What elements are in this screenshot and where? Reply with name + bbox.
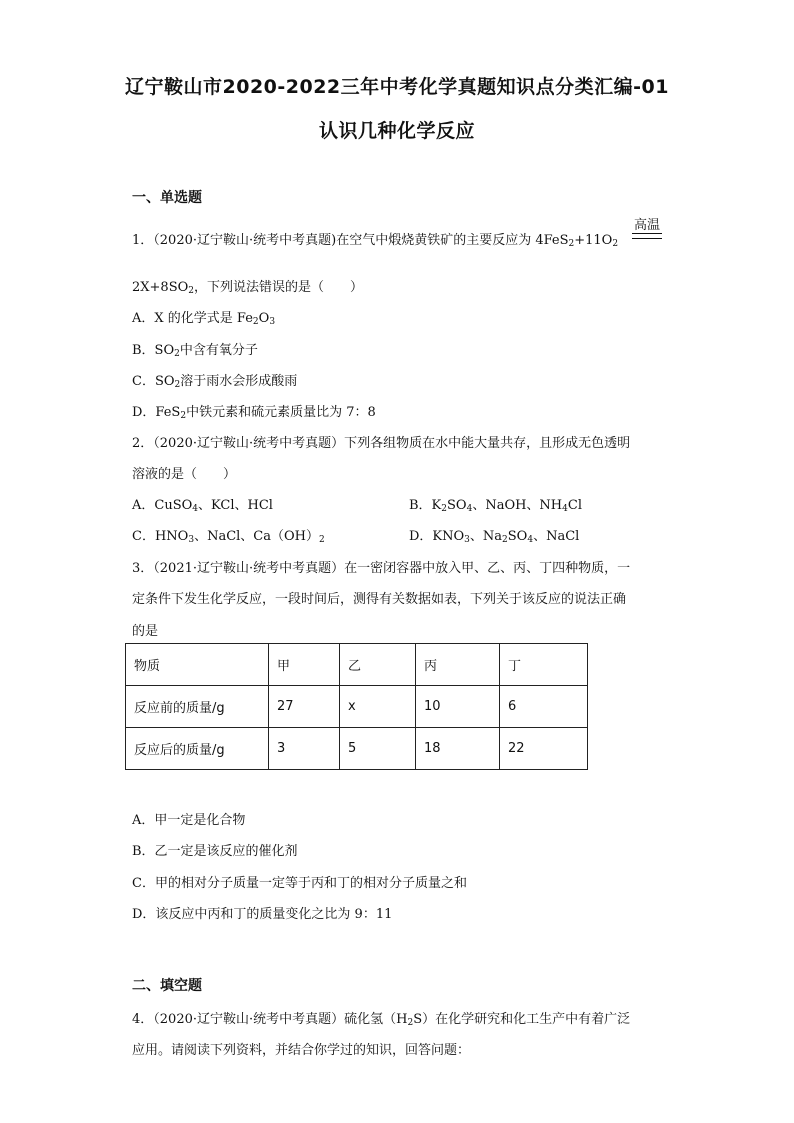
table-cell: 10 bbox=[416, 686, 500, 728]
q3-option-d: D．该反应中丙和丁的质量变化之比为 9：11 bbox=[132, 907, 393, 922]
reaction-equals-sign bbox=[632, 233, 662, 239]
q3-stem-line3: 的是 bbox=[132, 624, 159, 639]
section-heading-single-choice: 一、单选题 bbox=[132, 190, 202, 206]
table-cell: 27 bbox=[269, 686, 340, 728]
table-cell: 物质 bbox=[126, 644, 269, 686]
q2-option-d: D．$KNO_3$、$Na_2SO_4$、NaCl bbox=[409, 529, 580, 545]
table-cell: 3 bbox=[269, 728, 340, 770]
q1-stem-line2: $2X+8SO_2$，下列说法错误的是（ ） bbox=[132, 280, 364, 296]
q2-stem-line1: 2．（2020·辽宁鞍山·统考中考真题）下列各组物质在水中能大量共存，且形成无色透明 bbox=[132, 436, 631, 451]
q2-stem-line2: 溶液的是（ ） bbox=[132, 467, 237, 482]
table-cell: 18 bbox=[416, 728, 500, 770]
q3-option-b: B．乙一定是该反应的催化剂 bbox=[132, 844, 298, 859]
table-cell: x bbox=[340, 686, 416, 728]
q3-stem-line1: 3．（2021·辽宁鞍山·统考中考真题）在一密闭容器中放入甲、乙、丙、丁四种物质，一 bbox=[132, 561, 631, 576]
q4-stem-line1: 4．（2020·辽宁鞍山·统考中考真题）硫化氢$(H_2S)$在化学研究和化工生产中有着广泛 bbox=[132, 1012, 631, 1028]
table-row bbox=[126, 728, 588, 770]
q3-stem-line2: 定条件下发生化学反应，一段时间后，测得有关数据如表，下列关于该反应的说法正确 bbox=[132, 592, 627, 607]
document-title-line1: 辽宁鞍山市2020-2022三年中考化学真题知识点分类汇编-01 bbox=[125, 76, 669, 98]
q3-option-c: C．甲的相对分子质量一定等于丙和丁的相对分子质量之和 bbox=[132, 876, 467, 891]
section-heading-fill-blank: 二、填空题 bbox=[132, 978, 202, 994]
table-cell: 丁 bbox=[500, 644, 588, 686]
table-cell: 22 bbox=[500, 728, 588, 770]
mass-data-table bbox=[125, 643, 588, 770]
q1-option-c: C．$SO_2$溶于雨水会形成酸雨 bbox=[132, 374, 298, 390]
q1-option-b: B．$SO_2$中含有氧分子 bbox=[132, 343, 258, 359]
q2-option-b: B．$K_2SO_4$、NaOH、$NH_4Cl$ bbox=[409, 498, 582, 514]
table-cell: 5 bbox=[340, 728, 416, 770]
q1-option-a: A．X 的化学式是 $Fe_2O_3$ bbox=[132, 311, 276, 327]
reaction-condition-high-temp: 高温 bbox=[633, 218, 660, 233]
table-cell: 反应后的质量/g bbox=[126, 728, 269, 770]
table-cell: 6 bbox=[500, 686, 588, 728]
table-header-row bbox=[126, 644, 588, 686]
q3-option-a: A．甲一定是化合物 bbox=[132, 813, 246, 828]
table-row bbox=[126, 686, 588, 728]
table-cell: 反应前的质量/g bbox=[126, 686, 269, 728]
table-cell: 甲 bbox=[269, 644, 340, 686]
q1-option-d: D．FeS$_2$中铁元素和硫元素质量比为 7：8 bbox=[132, 405, 376, 421]
q1-stem-line1: 1．（2020·辽宁鞍山·统考中考真题)在空气中煅烧黄铁矿的主要反应为 $4FeS_2+11O_2$ bbox=[132, 233, 619, 249]
table-cell: 丙 bbox=[416, 644, 500, 686]
q2-option-a: A．CuSO$_4$、KCl、HCl bbox=[132, 498, 273, 514]
table-cell: 乙 bbox=[340, 644, 416, 686]
q4-stem-line2: 应用。请阅读下列资料，并结合你学过的知识，回答问题： bbox=[132, 1043, 471, 1058]
document-title-line2: 认识几种化学反应 bbox=[318, 120, 475, 142]
q2-option-c: C．$HNO_3$、NaCl、$Ca(OH)_2$ bbox=[132, 529, 325, 545]
